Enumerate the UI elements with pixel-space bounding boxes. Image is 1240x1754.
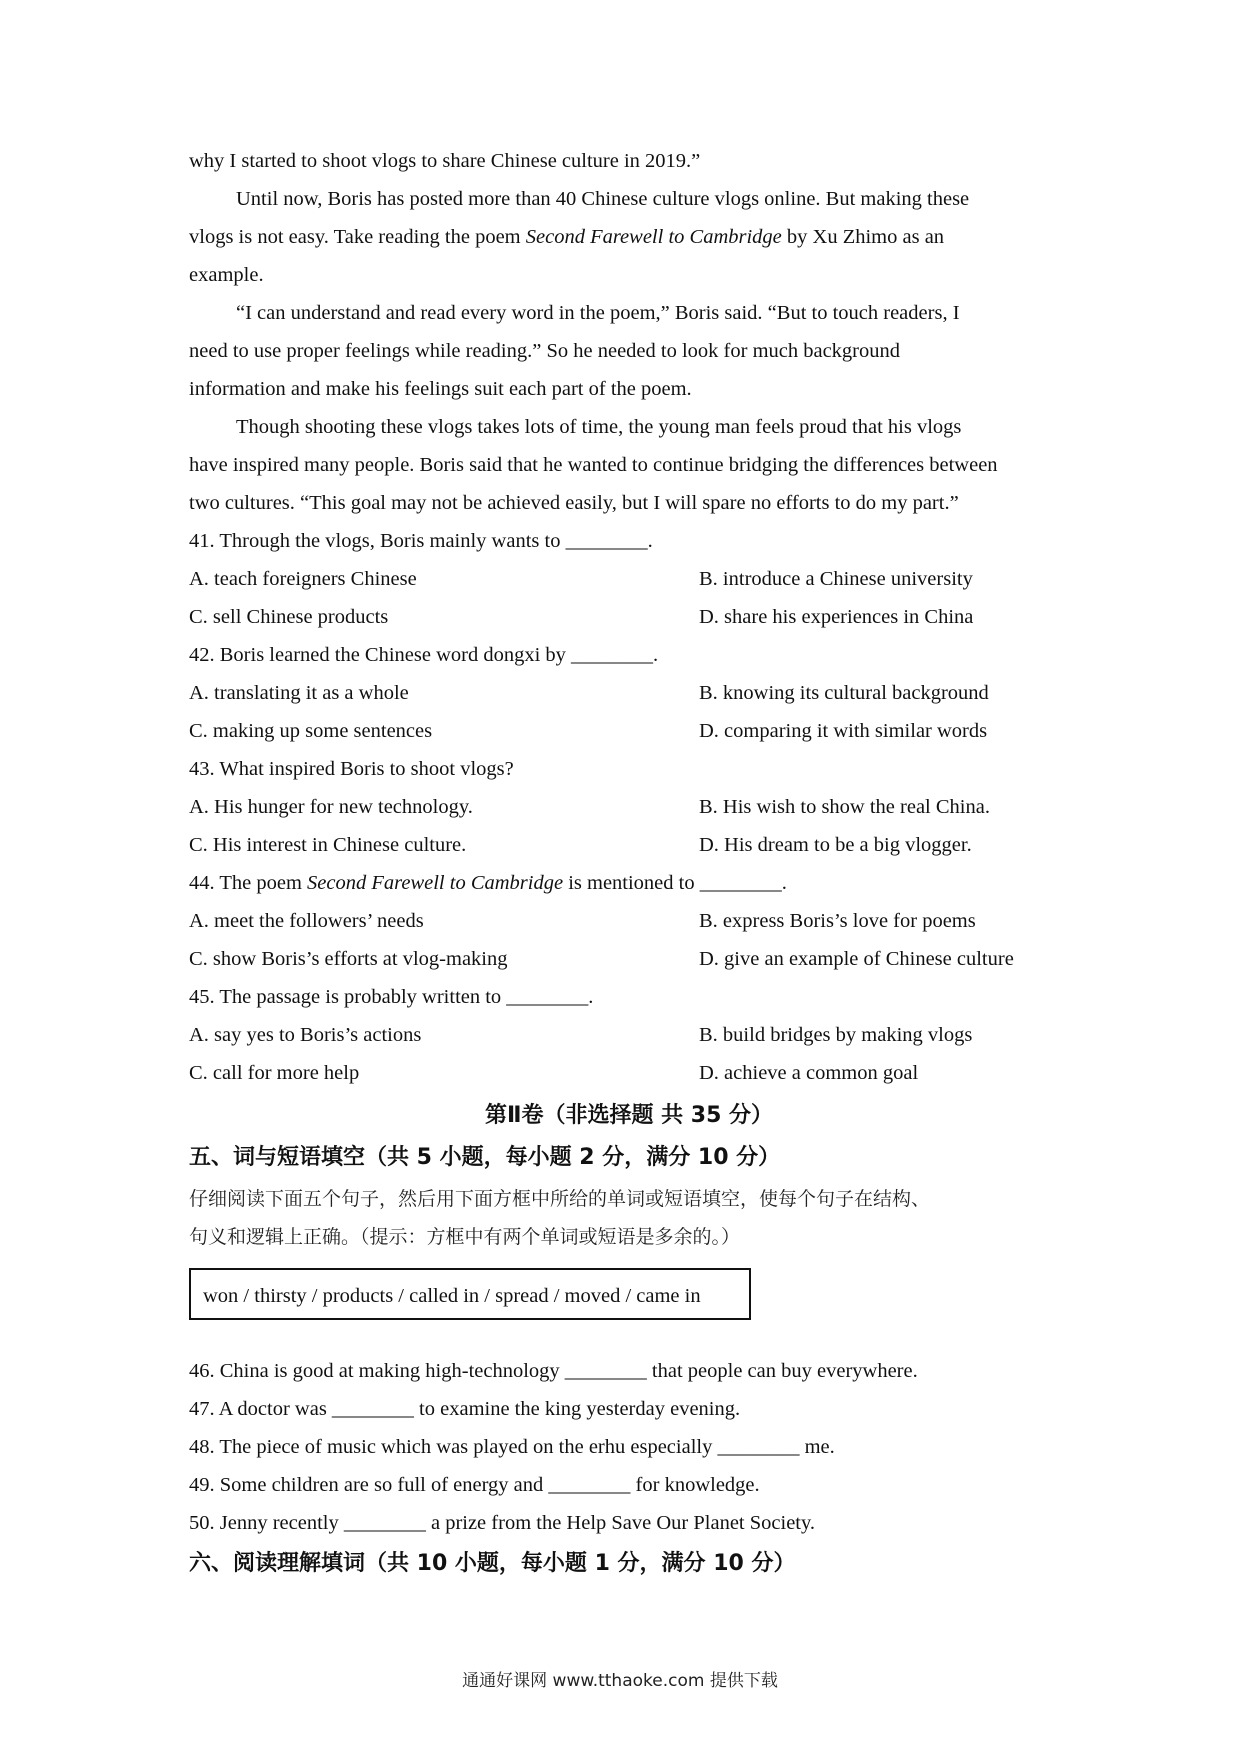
option-a: A. say yes to Boris’s actions (189, 1024, 422, 1046)
question-42-stem: 42. Boris learned the Chinese word dongxi by ________. (189, 644, 659, 666)
option-d: D. give an example of Chinese culture (699, 948, 1014, 970)
passage-line: vlogs is not easy. Take reading the poem Second Farewell to Cambridge by Xu Zhimo as an (189, 226, 945, 248)
exam-page (189, 142, 1069, 1586)
poem-title: Second Farewell to Cambridge (525, 226, 782, 248)
option-b: B. His wish to show the real China. (699, 796, 990, 818)
question-45-options-row1 (189, 1016, 1069, 1054)
option-b: B. knowing its cultural background (699, 682, 989, 704)
option-c: C. show Boris’s efforts at vlog-making (189, 948, 508, 970)
option-d: D. His dream to be a big vlogger. (699, 834, 972, 856)
section-5-heading: 五、词与短语填空（共 5 小题，每小题 2 分，满分 10 分） (189, 1145, 781, 1170)
passage-line: information and make his feelings suit each part of the poem. (189, 378, 692, 400)
option-b: B. introduce a Chinese university (699, 568, 973, 590)
page-footer: 通通好课网 www.tthaoke.com 提供下载 (462, 1671, 778, 1691)
question-44-stem: 44. The poem Second Farewell to Cambridge is mentioned to ________. (189, 872, 787, 894)
question-42-options-row2 (189, 712, 1069, 750)
option-d: D. achieve a common goal (699, 1062, 919, 1084)
section-5-instruction: 仔细阅读下面五个句子，然后用下面方框中所给的单词或短语填空，使每个句子在结构、 (189, 1188, 931, 1210)
section-5-instruction: 句义和逻辑上正确。（提示：方框中有两个单词或短语是多余的。） (189, 1226, 741, 1248)
passage-line: need to use proper feelings while reading.” So he needed to look for much background (189, 340, 901, 362)
fill-item-50: 50. Jenny recently ________ a prize from the Help Save Our Planet Society. (189, 1512, 816, 1534)
option-b: B. express Boris’s love for poems (699, 910, 976, 932)
question-41-options-row2 (189, 598, 1069, 636)
passage-line: have inspired many people. Boris said that he wanted to continue bridging the differences between (189, 454, 998, 476)
question-42-options-row1 (189, 674, 1069, 712)
option-a: A. teach foreigners Chinese (189, 568, 417, 590)
passage-line: “I can understand and read every word in the poem,” Boris said. “But to touch readers, I (236, 302, 960, 324)
fill-item-49: 49. Some children are so full of energy and ________ for knowledge. (189, 1474, 760, 1496)
fill-item-47: 47. A doctor was ________ to examine the king yesterday evening. (189, 1398, 741, 1420)
passage-line: two cultures. “This goal may not be achieved easily, but I will spare no efforts to do my part.” (189, 492, 959, 514)
passage-line: why I started to shoot vlogs to share Chinese culture in 2019.” (189, 150, 701, 172)
passage-line: Though shooting these vlogs takes lots of time, the young man feels proud that his vlogs (236, 416, 962, 438)
question-45-options-row2 (189, 1054, 1069, 1092)
passage-line: Until now, Boris has posted more than 40 Chinese culture vlogs online. But making these (236, 188, 970, 210)
question-45-stem: 45. The passage is probably written to ________. (189, 986, 594, 1008)
question-44-options-row2 (189, 940, 1069, 978)
question-43-options-row1 (189, 788, 1069, 826)
fill-item-46: 46. China is good at making high-technology ________ that people can buy everywhere. (189, 1360, 918, 1382)
question-43-stem: 43. What inspired Boris to shoot vlogs? (189, 758, 514, 780)
question-44-options-row1 (189, 902, 1069, 940)
passage-line: example. (189, 264, 264, 286)
part-2-heading: 第Ⅱ卷（非选择题 共 35 分） (484, 1103, 774, 1128)
word-bank-box: won / thirsty / products / called in / spread / moved / came in (189, 1268, 751, 1320)
question-41-stem: 41. Through the vlogs, Boris mainly wants to ________. (189, 530, 653, 552)
option-c: C. His interest in Chinese culture. (189, 834, 467, 856)
option-b: B. build bridges by making vlogs (699, 1024, 973, 1046)
option-a: A. translating it as a whole (189, 682, 409, 704)
question-41-options-row1 (189, 560, 1069, 598)
question-43-options-row2 (189, 826, 1069, 864)
option-a: A. His hunger for new technology. (189, 796, 473, 818)
option-c: C. call for more help (189, 1062, 360, 1084)
option-d: D. share his experiences in China (699, 606, 974, 628)
option-c: C. making up some sentences (189, 720, 433, 742)
option-d: D. comparing it with similar words (699, 720, 988, 742)
option-a: A. meet the followers’ needs (189, 910, 424, 932)
section-6-heading: 六、阅读理解填词（共 10 小题，每小题 1 分，满分 10 分） (189, 1551, 796, 1576)
fill-item-48: 48. The piece of music which was played on the erhu especially ________ me. (189, 1436, 835, 1458)
poem-title: Second Farewell to Cambridge (307, 872, 564, 894)
option-c: C. sell Chinese products (189, 606, 389, 628)
